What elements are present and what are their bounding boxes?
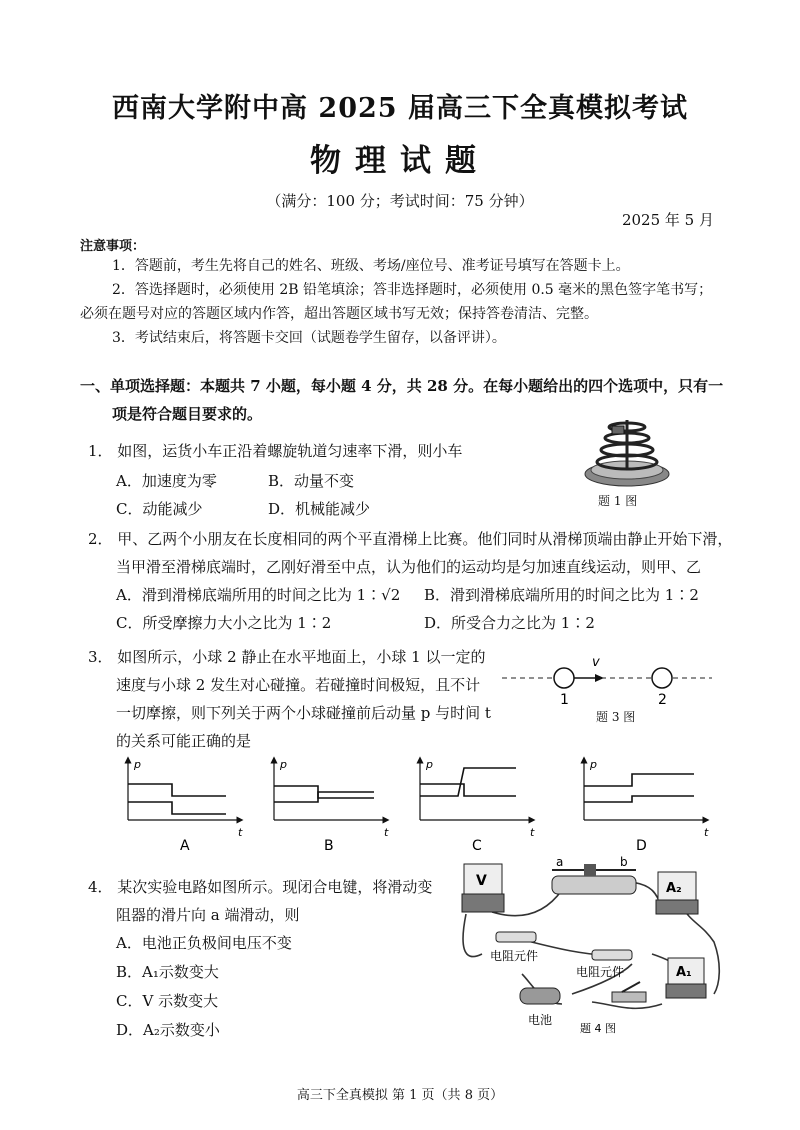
ammeter-a2	[656, 872, 698, 914]
exam-title: 西南大学附中高 2025 届高三下全真模拟考试	[112, 93, 688, 124]
velocity-label: v	[592, 655, 600, 670]
q2-stem-cont: 当甲滑至滑梯底端时，乙刚好滑至中点，认为他们的运动均是匀加速直线运动，则甲、乙	[116, 558, 702, 576]
graph-b-ylabel: p	[280, 758, 287, 771]
notice-item-2: 2．答选择题时，必须使用 2B 铅笔填涂；答非选择题时，必须使用 0.5 毫米的黑色签字笔书写；	[112, 282, 713, 298]
ammeter-a1-label: A₁	[676, 965, 692, 980]
page-footer: 高三下全真模拟 第 1 页（共 8 页）	[296, 1088, 504, 1103]
graph-b	[274, 758, 389, 839]
switch	[612, 982, 646, 1002]
q2-stem: 2． 甲、乙两个小朋友在长度相同的两个平直滑梯上比赛。他们同时从滑梯顶端由静止开始下滑，	[88, 530, 733, 548]
battery-label: 电池	[528, 1013, 553, 1027]
rheostat-end-b: b	[620, 855, 628, 869]
rheostat-end-a: a	[556, 855, 564, 869]
voltmeter-label: V	[476, 873, 487, 889]
spiral-track-figure	[572, 412, 682, 492]
q4-figure-caption: 题 4 图	[580, 1022, 616, 1035]
rheostat	[552, 855, 636, 894]
momentum-graphs	[114, 756, 734, 856]
voltmeter	[462, 864, 504, 912]
q1-option-a: A．加速度为零	[116, 472, 217, 490]
graph-a-ylabel: p	[134, 758, 141, 771]
resistor-2-label: 电阻元件	[576, 965, 625, 979]
graph-c-ylabel: p	[426, 758, 433, 771]
q2-option-b: B．滑到滑梯底端所用的时间之比为 1∶2	[424, 586, 699, 604]
ammeter-a1	[666, 958, 706, 998]
ball-2	[652, 668, 672, 688]
q3-stem-2: 速度与小球 2 发生对心碰撞。若碰撞时间极短，且不计	[116, 676, 481, 694]
notice-heading: 注意事项：	[80, 239, 146, 254]
q4-option-d: D．A₂示数变小	[116, 1021, 220, 1039]
q4-stem-cont: 阻器的滑片向 a 端滑动，则	[116, 906, 300, 924]
q2-option-a: A．滑到滑梯底端所用的时间之比为 1∶√2	[116, 586, 401, 604]
q1-stem: 1． 如图，运货小车正沿着螺旋轨道匀速率下滑，则小车	[88, 442, 463, 460]
q2-option-d: D．所受合力之比为 1∶2	[424, 614, 595, 632]
graph-a	[128, 758, 243, 839]
graph-d-ylabel: p	[590, 758, 597, 771]
graph-c-xlabel: t	[530, 826, 535, 839]
graph-b-label: B	[324, 838, 334, 854]
resistor-1	[490, 932, 538, 963]
ball-1	[554, 668, 574, 688]
subject-title: 物理试题	[310, 143, 490, 179]
exam-date: 2025 年 5 月	[621, 211, 714, 229]
graph-d-label: D	[636, 838, 647, 854]
q3-stem-3: 一切摩擦，则下列关于两个小球碰撞前后动量 p 与时间 t	[116, 704, 491, 722]
q2-option-c: C．所受摩擦力大小之比为 1∶2	[116, 614, 332, 632]
circuit-figure	[452, 854, 732, 1040]
section-heading-cont: 项是符合题目要求的。	[112, 405, 263, 423]
ball-1-label: 1	[560, 692, 569, 708]
graph-c	[420, 758, 535, 839]
resistor-1-label: 电阻元件	[490, 949, 539, 963]
graph-b-xlabel: t	[384, 826, 389, 839]
q1-option-d: D．机械能减少	[268, 500, 371, 518]
q3-figure-caption: 题 3 图	[596, 710, 636, 724]
notice-item-2-cont: 必须在题号对应的答题区域内作答，超出答题区域书写无效；保持答卷清洁、完整。	[80, 306, 598, 322]
q4-option-c: C．V 示数变大	[116, 992, 219, 1010]
battery	[520, 988, 560, 1027]
graph-c-label: C	[472, 838, 482, 854]
q3-stem: 3． 如图所示，小球 2 静止在水平地面上，小球 1 以一定的	[88, 648, 486, 666]
q1-option-b: B．动量不变	[268, 472, 355, 490]
section-heading: 一、单项选择题：本题共 7 小题，每小题 4 分，共 28 分。在每小题给出的四个选项中，只有一	[80, 377, 724, 395]
q1-figure-caption: 题 1 图	[598, 494, 638, 508]
q4-stem: 4． 某次实验电路如图所示。现闭合电键，将滑动变	[88, 878, 433, 896]
q4-option-a: A．电池正负极间电压不变	[116, 934, 292, 952]
notice-item-1: 1．答题前，考生先将自己的姓名、班级、考场/座位号、准考证号填写在答题卡上。	[112, 258, 630, 274]
q3-stem-4: 的关系可能正确的是	[116, 732, 252, 750]
graph-a-xlabel: t	[238, 826, 243, 839]
q1-option-c: C．动能减少	[116, 500, 203, 518]
score-time: （满分：100 分；考试时间：75 分钟）	[266, 192, 534, 210]
graph-a-label: A	[180, 838, 190, 854]
graph-d	[584, 758, 709, 839]
ammeter-a2-label: A₂	[666, 881, 682, 896]
resistor-2	[576, 950, 632, 979]
notice-item-3: 3．考试结束后，将答题卡交回（试题卷学生留存，以备评讲）。	[112, 330, 506, 346]
ball-2-label: 2	[658, 692, 667, 708]
q4-option-b: B．A₁示数变大	[116, 963, 219, 981]
graph-d-xlabel: t	[704, 826, 709, 839]
